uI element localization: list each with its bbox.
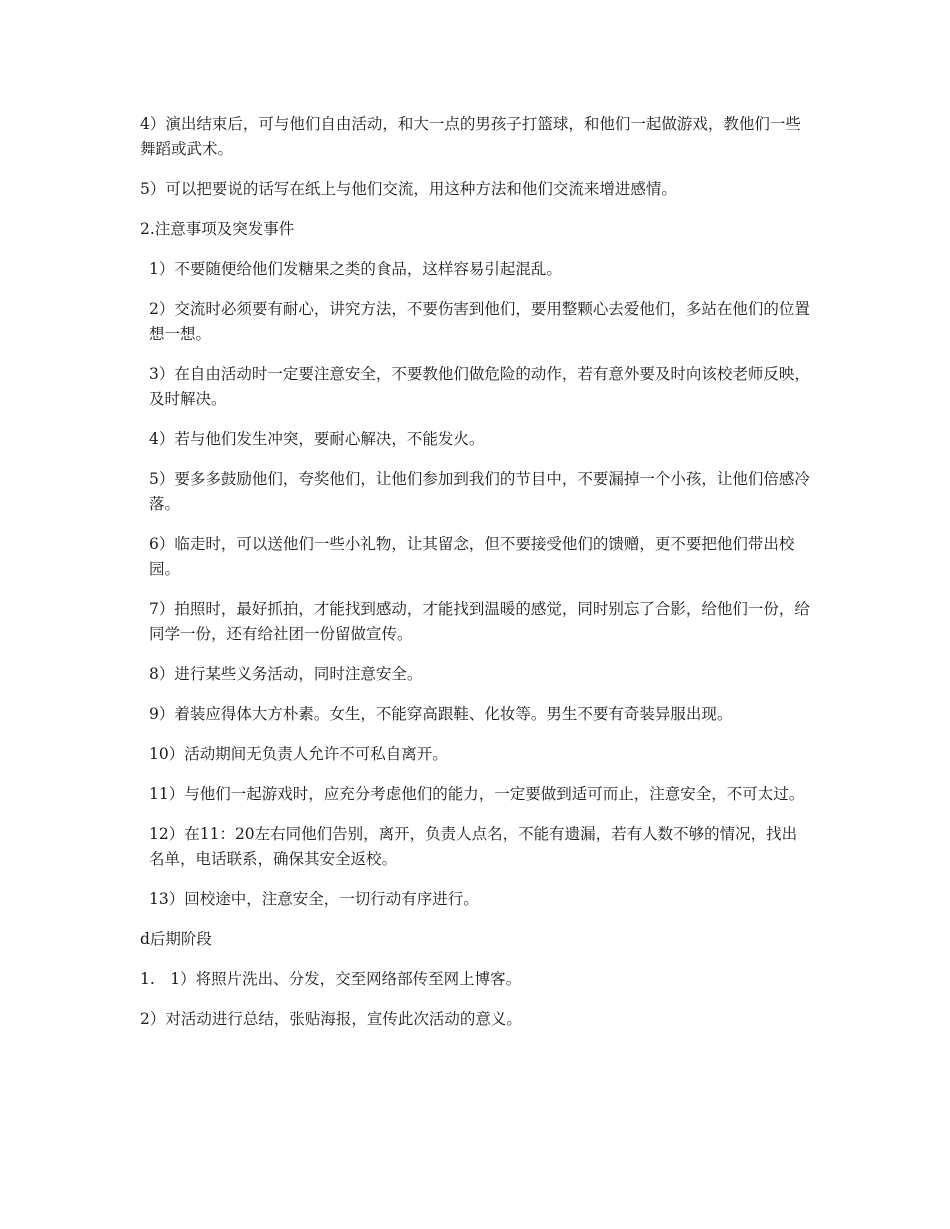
precaution-item-4: 4）若与他们发生冲突，要耐心解决，不能发火。 <box>149 430 485 448</box>
later-stage-item-2: 2）对活动进行总结，张贴海报，宣传此次活动的意义。 <box>140 1010 522 1028</box>
section-heading-later-stage: d后期阶段 <box>140 930 212 948</box>
precaution-item-9: 9）着装应得体大方朴素。女生，不能穿高跟鞋、化妆等。男生不要有奇装异服出现。 <box>149 705 733 723</box>
precaution-item-8: 8）进行某些义务活动，同时注意安全。 <box>149 665 423 683</box>
precaution-item-12: 12）在11：20左右同他们告别，离开，负责人点名，不能有遗漏，若有人数不够的情况，找出名单，电话联系，确保其安全返校。 <box>149 825 798 868</box>
precaution-item-3: 3）在自由活动时一定要注意安全，不要教他们做危险的动作，若有意外要及时向该校老师反映，及时解决。 <box>149 365 810 408</box>
precaution-item-1: 1）不要随便给他们发糖果之类的食品，这样容易引起混乱。 <box>149 260 562 278</box>
precaution-item-10: 10）活动期间无负责人允许不可私自离开。 <box>149 745 448 763</box>
precaution-item-13: 13）回校途中，注意安全，一切行动有序进行。 <box>149 890 479 908</box>
later-stage-item-1: 1. 1）将照片洗出、分发，交至网络部传至网上博客。 <box>140 970 522 988</box>
precaution-item-2: 2）交流时必须要有耐心，讲究方法，不要伤害到他们，要用整颗心去爱他们，多站在他们的位置想一想。 <box>149 300 810 343</box>
precaution-item-5: 5）要多多鼓励他们，夸奖他们，让他们参加到我们的节目中，不要漏掉一个小孩，让他们倍感冷落。 <box>149 470 810 513</box>
precaution-item-7: 7）拍照时，最好抓拍，才能找到感动，才能找到温暖的感觉，同时别忘了合影，给他们一份，给同学一份，还有给社团一份留做宣传。 <box>149 600 810 643</box>
precaution-item-11: 11）与他们一起游戏时，应充分考虑他们的能力，一定要做到适可而止，注意安全，不可太过。 <box>149 785 805 803</box>
paragraph-activity-4: 4）演出结束后，可与他们自由活动，和大一点的男孩子打篮球，和他们一起做游戏，教他们一些舞蹈或武术。 <box>140 115 801 158</box>
paragraph-activity-5: 5）可以把要说的话写在纸上与他们交流，用这种方法和他们交流来增进感情。 <box>140 180 677 198</box>
precaution-item-6: 6）临走时，可以送他们一些小礼物，让其留念，但不要接受他们的馈赠，更不要把他们带出校园。 <box>149 535 795 578</box>
section-heading-precautions: 2.注意事项及突发事件 <box>140 220 295 238</box>
